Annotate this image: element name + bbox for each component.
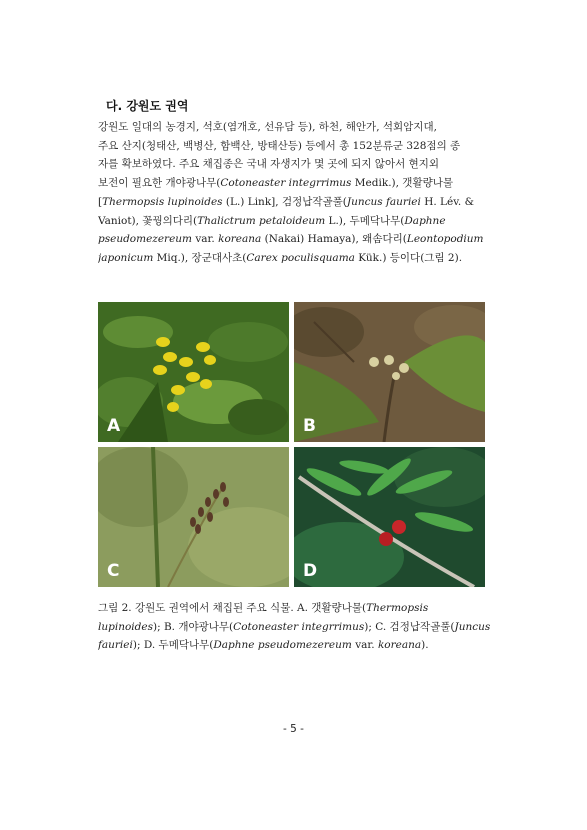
page-number: - 5 -	[283, 723, 304, 735]
text-run: 보전이 필요한 개야광나무(	[98, 177, 221, 190]
caption-line	[98, 618, 490, 637]
photo-panel-d	[294, 447, 485, 587]
text-run: [	[98, 195, 103, 208]
text-run: var.	[351, 639, 378, 652]
text-run: ); B. 개야광나무(	[152, 620, 234, 633]
species-name: fauriei	[98, 639, 133, 652]
text-run: 강원도 일대의 농경지, 석호(염개호, 선유담 등), 하천, 해안가, 석회암지대,	[98, 121, 437, 133]
species-name: Thermopsis	[366, 602, 429, 614]
text-run: Medik.), 갯활량나물	[351, 177, 454, 190]
text-run: Miq.), 장군대사초(	[153, 251, 247, 264]
species-name: Daphne	[404, 214, 446, 227]
text-run: (Nakai) Hamaya), 왜솜다리(	[261, 233, 407, 246]
photo-panel-b	[294, 302, 485, 442]
body-line	[98, 212, 490, 231]
species-name: Carex poculisquama	[246, 251, 355, 264]
text-run: ); C. 검정납작골풀(	[364, 620, 455, 633]
text-run: Vaniot), 꽃꿩의다리(	[98, 214, 198, 227]
text-run: L.), 두메닥나무(	[325, 214, 405, 227]
rush-seedhead-photo	[98, 447, 289, 587]
budding-shrub-photo	[294, 302, 485, 442]
species-name: Cotoneaster integrrimus	[220, 177, 352, 190]
body-line	[98, 155, 490, 174]
text-run: ); D. 두메닥나무(	[132, 639, 214, 652]
body-line	[98, 137, 490, 156]
species-name: Juncus fauriei	[346, 195, 421, 208]
species-name: Leontopodium	[406, 233, 484, 246]
yellow-flower-plant-photo	[98, 302, 289, 442]
species-name: Thermopsis lupinoides	[102, 195, 223, 208]
photo-label: C	[107, 561, 120, 581]
body-line	[98, 249, 490, 268]
text-run: H. Lév. &	[420, 195, 474, 208]
species-name: Cotoneaster integrrimus	[233, 620, 365, 633]
body-paragraph	[98, 118, 490, 268]
body-line	[98, 193, 490, 212]
photo-label: A	[107, 416, 121, 436]
body-line	[98, 174, 490, 193]
photo-label: B	[303, 416, 316, 436]
body-line	[98, 118, 490, 137]
red-berry-branch-photo	[294, 447, 485, 587]
caption-line	[98, 599, 490, 618]
text-run: Kük.) 등이다(그림 2).	[354, 251, 463, 264]
text-run: 주요 산지(청태산, 백병산, 함백산, 방태산등) 등에서 총 152분류군 328점의 종	[98, 139, 461, 152]
text-run: 자를 확보하였다. 주요 채집종은 국내 자생지가 몇 곳에 되지 않아서 현지외	[98, 158, 440, 171]
species-name: Juncus	[454, 620, 490, 633]
text-run: 그림 2. 강원도 권역에서 채집된 주요 식물. A. 갯활량나물(	[98, 602, 367, 614]
species-name: lupinoides	[98, 620, 153, 633]
species-name: Thalictrum petaloideum	[197, 214, 326, 227]
caption-line	[98, 636, 490, 655]
section-heading: 다. 강원도 권역	[106, 99, 189, 113]
photo-panel-a	[98, 302, 289, 442]
species-name: koreana	[218, 233, 262, 246]
text-run: var.	[192, 233, 219, 246]
figure-photo-grid	[98, 302, 485, 587]
species-name: japonicum	[98, 251, 154, 264]
species-name: koreana	[377, 639, 422, 652]
photo-panel-c	[98, 447, 289, 587]
photo-label: D	[303, 561, 318, 581]
species-name: Daphne pseudomezereum	[213, 639, 352, 652]
body-line	[98, 230, 490, 249]
figure-caption	[98, 599, 490, 655]
text-run: ).	[421, 639, 429, 652]
species-name: pseudomezereum	[98, 233, 192, 246]
text-run: (L.) Link], 검정납작골풀(	[222, 195, 347, 208]
